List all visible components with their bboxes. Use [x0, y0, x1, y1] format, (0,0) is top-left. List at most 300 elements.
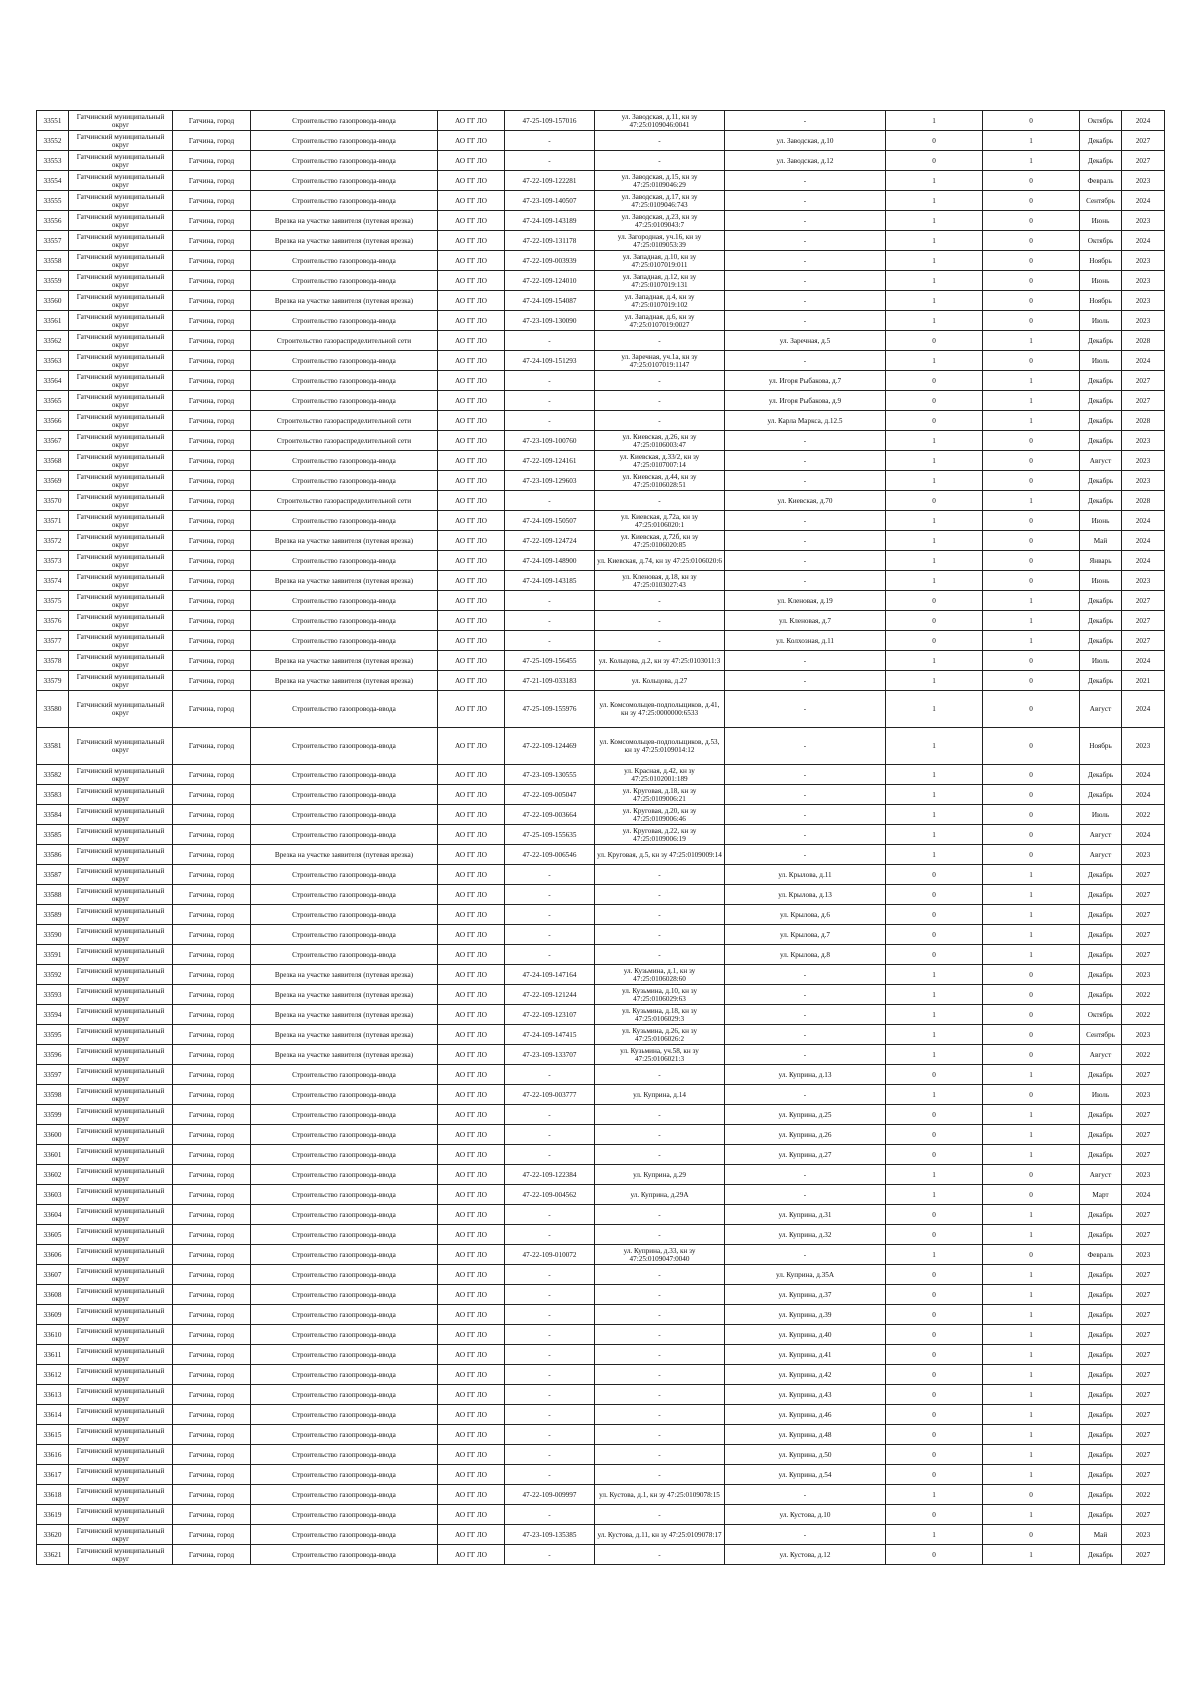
cell-month: Декабрь [1080, 1225, 1122, 1245]
cell-organization: АО ГГ ЛО [438, 1085, 505, 1105]
cell-work-type: Строительство газопровода-ввода [251, 1145, 438, 1165]
cell-settlement: Гатчина, город [173, 1425, 251, 1445]
cell-year: 2027 [1122, 1285, 1165, 1305]
cell-object-address: ул. Куприна, д.31 [725, 1205, 886, 1225]
cell-applicant-address: ул. Комсомольцев-подпольщиков, д.53, кн зу 47:25:0109014:12 [595, 728, 725, 765]
table-row [37, 1025, 1165, 1045]
cell-work-type: Строительство газопровода-ввода [251, 1105, 438, 1125]
cell-month: Июнь [1080, 511, 1122, 531]
cell-year: 2027 [1122, 1265, 1165, 1285]
cell-settlement: Гатчина, город [173, 985, 251, 1005]
cell-organization: АО ГГ ЛО [438, 251, 505, 271]
cell-municipality: Гатчинский муниципальный округ [69, 728, 173, 765]
cell-applicant-address: - [595, 1265, 725, 1285]
cell-count-connected: 1 [886, 551, 983, 571]
cell-count-connected: 1 [886, 1025, 983, 1045]
table-row [37, 591, 1165, 611]
cell-municipality: Гатчинский муниципальный округ [69, 271, 173, 291]
cell-month: Декабрь [1080, 611, 1122, 631]
cell-object-address: - [725, 1025, 886, 1045]
cell-settlement: Гатчина, город [173, 765, 251, 785]
cell-organization: АО ГГ ЛО [438, 1425, 505, 1445]
cell-work-type: Врезка на участке заявителя (путевая врезка) [251, 231, 438, 251]
cell-month: Декабрь [1080, 1305, 1122, 1325]
cell-municipality: Гатчинский муниципальный округ [69, 1345, 173, 1365]
cell-count-connected: 1 [886, 291, 983, 311]
cell-application-number: - [505, 1205, 595, 1225]
cell-count-connected: 1 [886, 965, 983, 985]
cell-year: 2027 [1122, 905, 1165, 925]
cell-count-planned: 1 [983, 1445, 1080, 1465]
cell-object-address: ул. Куприна, д.25 [725, 1105, 886, 1125]
cell-municipality: Гатчинский муниципальный округ [69, 1265, 173, 1285]
cell-municipality: Гатчинский муниципальный округ [69, 1245, 173, 1265]
cell-count-connected: 1 [886, 531, 983, 551]
cell-organization: АО ГГ ЛО [438, 1245, 505, 1265]
table-row [37, 451, 1165, 471]
cell-object-address: ул. Куприна, д.50 [725, 1445, 886, 1465]
cell-year: 2024 [1122, 531, 1165, 551]
cell-work-type: Строительство газопровода-ввода [251, 1165, 438, 1185]
cell-applicant-address: - [595, 1545, 725, 1565]
cell-count-connected: 1 [886, 1165, 983, 1185]
cell-row-number: 33612 [37, 1365, 69, 1385]
cell-organization: АО ГГ ЛО [438, 551, 505, 571]
table-row [37, 1205, 1165, 1225]
cell-count-planned: 0 [983, 471, 1080, 491]
cell-settlement: Гатчина, город [173, 1525, 251, 1545]
cell-work-type: Строительство газопровода-ввода [251, 1345, 438, 1365]
cell-organization: АО ГГ ЛО [438, 1145, 505, 1165]
cell-count-planned: 1 [983, 1125, 1080, 1145]
cell-month: Май [1080, 531, 1122, 551]
cell-year: 2023 [1122, 571, 1165, 591]
cell-work-type: Строительство газопровода-ввода [251, 1325, 438, 1345]
cell-count-planned: 0 [983, 1245, 1080, 1265]
cell-settlement: Гатчина, город [173, 271, 251, 291]
cell-settlement: Гатчина, город [173, 945, 251, 965]
cell-year: 2027 [1122, 631, 1165, 651]
cell-settlement: Гатчина, город [173, 1045, 251, 1065]
cell-row-number: 33607 [37, 1265, 69, 1285]
cell-municipality: Гатчинский муниципальный округ [69, 131, 173, 151]
cell-applicant-address: ул. Западная, д.12, кн зу 47:25:0107019:131 [595, 271, 725, 291]
cell-year: 2027 [1122, 1125, 1165, 1145]
cell-month: Декабрь [1080, 925, 1122, 945]
cell-settlement: Гатчина, город [173, 211, 251, 231]
cell-municipality: Гатчинский муниципальный округ [69, 1145, 173, 1165]
cell-organization: АО ГГ ЛО [438, 1545, 505, 1565]
cell-application-number: 47-22-109-122281 [505, 171, 595, 191]
cell-object-address: ул. Куприна, д.42 [725, 1365, 886, 1385]
cell-applicant-address: - [595, 1385, 725, 1405]
table-row [37, 925, 1165, 945]
cell-work-type: Строительство газопровода-ввода [251, 1245, 438, 1265]
cell-object-address: ул. Куприна, д.27 [725, 1145, 886, 1165]
cell-settlement: Гатчина, город [173, 1325, 251, 1345]
cell-count-connected: 1 [886, 1045, 983, 1065]
cell-month: Август [1080, 451, 1122, 471]
cell-year: 2023 [1122, 1085, 1165, 1105]
table-row [37, 151, 1165, 171]
cell-organization: АО ГГ ЛО [438, 1505, 505, 1525]
cell-count-connected: 1 [886, 671, 983, 691]
cell-application-number: 47-22-109-124161 [505, 451, 595, 471]
cell-month: Февраль [1080, 1245, 1122, 1265]
cell-settlement: Гатчина, город [173, 151, 251, 171]
cell-applicant-address: - [595, 1305, 725, 1325]
cell-application-number: 47-22-109-006546 [505, 845, 595, 865]
cell-application-number: 47-24-109-147415 [505, 1025, 595, 1045]
cell-count-planned: 1 [983, 1425, 1080, 1445]
cell-settlement: Гатчина, город [173, 191, 251, 211]
cell-settlement: Гатчина, город [173, 1405, 251, 1425]
cell-organization: АО ГГ ЛО [438, 1445, 505, 1465]
cell-municipality: Гатчинский муниципальный округ [69, 1225, 173, 1245]
cell-month: Декабрь [1080, 1445, 1122, 1465]
cell-applicant-address: - [595, 925, 725, 945]
cell-month: Июнь [1080, 211, 1122, 231]
cell-year: 2028 [1122, 491, 1165, 511]
cell-count-connected: 1 [886, 765, 983, 785]
cell-month: Декабрь [1080, 785, 1122, 805]
cell-row-number: 33589 [37, 905, 69, 925]
cell-organization: АО ГГ ЛО [438, 785, 505, 805]
cell-work-type: Строительство газопровода-ввода [251, 1185, 438, 1205]
cell-year: 2022 [1122, 805, 1165, 825]
cell-year: 2027 [1122, 1325, 1165, 1345]
cell-municipality: Гатчинский муниципальный округ [69, 1305, 173, 1325]
cell-applicant-address: ул. Кузьмина, д.1, кн зу 47:25:0106028:60 [595, 965, 725, 985]
cell-application-number: 47-22-109-122384 [505, 1165, 595, 1185]
cell-count-planned: 0 [983, 785, 1080, 805]
cell-year: 2023 [1122, 1025, 1165, 1045]
cell-applicant-address: - [595, 591, 725, 611]
cell-object-address: ул. Крылова, д.6 [725, 905, 886, 925]
cell-row-number: 33552 [37, 131, 69, 151]
cell-settlement: Гатчина, город [173, 785, 251, 805]
cell-application-number: 47-22-109-009997 [505, 1485, 595, 1505]
cell-object-address: - [725, 351, 886, 371]
cell-settlement: Гатчина, город [173, 1245, 251, 1265]
cell-applicant-address: ул. Куприна, д.29 [595, 1165, 725, 1185]
table-row [37, 191, 1165, 211]
cell-application-number: 47-23-109-100760 [505, 431, 595, 451]
table-row [37, 1185, 1165, 1205]
cell-count-planned: 1 [983, 1345, 1080, 1365]
cell-application-number: 47-24-109-151293 [505, 351, 595, 371]
cell-municipality: Гатчинский муниципальный округ [69, 691, 173, 728]
cell-object-address: ул. Игоря Рыбакова, д.7 [725, 371, 886, 391]
cell-object-address: ул. Крылова, д.11 [725, 865, 886, 885]
table-row [37, 865, 1165, 885]
cell-applicant-address: ул. Круговая, д.22, кн зу 47:25:0109006:19 [595, 825, 725, 845]
cell-count-planned: 0 [983, 1025, 1080, 1045]
cell-settlement: Гатчина, город [173, 511, 251, 531]
cell-settlement: Гатчина, город [173, 1225, 251, 1245]
cell-work-type: Строительство газопровода-ввода [251, 1305, 438, 1325]
cell-applicant-address: ул. Киевская, д.26, кн зу 47:25:0106003:47 [595, 431, 725, 451]
cell-applicant-address: ул. Кустова, д.11, кн зу 47:25:0109078:17 [595, 1525, 725, 1545]
cell-work-type: Строительство газопровода-ввода [251, 785, 438, 805]
cell-row-number: 33586 [37, 845, 69, 865]
cell-row-number: 33562 [37, 331, 69, 351]
cell-year: 2027 [1122, 611, 1165, 631]
cell-month: Ноябрь [1080, 728, 1122, 765]
cell-application-number: - [505, 131, 595, 151]
cell-count-connected: 0 [886, 411, 983, 431]
cell-object-address: ул. Игоря Рыбакова, д.9 [725, 391, 886, 411]
cell-municipality: Гатчинский муниципальный округ [69, 845, 173, 865]
cell-municipality: Гатчинский муниципальный округ [69, 571, 173, 591]
cell-work-type: Строительство газопровода-ввода [251, 1065, 438, 1085]
cell-year: 2024 [1122, 191, 1165, 211]
cell-settlement: Гатчина, город [173, 111, 251, 131]
cell-work-type: Строительство газораспределительной сети [251, 431, 438, 451]
cell-application-number: - [505, 1065, 595, 1085]
cell-municipality: Гатчинский муниципальный округ [69, 211, 173, 231]
cell-organization: АО ГГ ЛО [438, 865, 505, 885]
cell-object-address: ул. Кленовая, д.19 [725, 591, 886, 611]
cell-municipality: Гатчинский муниципальный округ [69, 391, 173, 411]
cell-organization: АО ГГ ЛО [438, 291, 505, 311]
cell-application-number: 47-24-109-147164 [505, 965, 595, 985]
cell-object-address: - [725, 825, 886, 845]
cell-count-connected: 0 [886, 865, 983, 885]
table-row [37, 845, 1165, 865]
cell-application-number: - [505, 1505, 595, 1525]
cell-count-planned: 1 [983, 411, 1080, 431]
cell-month: Январь [1080, 551, 1122, 571]
cell-count-connected: 0 [886, 591, 983, 611]
cell-month: Декабрь [1080, 1105, 1122, 1125]
cell-count-planned: 1 [983, 1365, 1080, 1385]
cell-year: 2024 [1122, 231, 1165, 251]
cell-row-number: 33588 [37, 885, 69, 905]
cell-organization: АО ГГ ЛО [438, 1045, 505, 1065]
cell-organization: АО ГГ ЛО [438, 1265, 505, 1285]
cell-object-address: - [725, 551, 886, 571]
cell-object-address: - [725, 171, 886, 191]
cell-month: Декабрь [1080, 1345, 1122, 1365]
cell-row-number: 33585 [37, 825, 69, 845]
cell-municipality: Гатчинский муниципальный округ [69, 291, 173, 311]
cell-municipality: Гатчинский муниципальный округ [69, 1065, 173, 1085]
cell-work-type: Строительство газопровода-ввода [251, 1545, 438, 1565]
cell-year: 2024 [1122, 785, 1165, 805]
cell-month: Декабрь [1080, 331, 1122, 351]
cell-count-planned: 0 [983, 985, 1080, 1005]
cell-object-address: - [725, 251, 886, 271]
table-row [37, 945, 1165, 965]
cell-year: 2023 [1122, 291, 1165, 311]
cell-work-type: Строительство газопровода-ввода [251, 805, 438, 825]
cell-work-type: Строительство газопровода-ввода [251, 1365, 438, 1385]
cell-row-number: 33576 [37, 611, 69, 631]
cell-count-connected: 0 [886, 1065, 983, 1085]
cell-year: 2022 [1122, 1045, 1165, 1065]
cell-object-address: - [725, 785, 886, 805]
cell-settlement: Гатчина, город [173, 351, 251, 371]
cell-month: Сентябрь [1080, 191, 1122, 211]
cell-work-type: Строительство газопровода-ввода [251, 451, 438, 471]
cell-object-address: - [725, 765, 886, 785]
cell-application-number: 47-23-109-130090 [505, 311, 595, 331]
cell-year: 2027 [1122, 1205, 1165, 1225]
cell-applicant-address: - [595, 1125, 725, 1145]
cell-application-number: 47-24-109-154087 [505, 291, 595, 311]
cell-object-address: - [725, 1525, 886, 1545]
cell-count-planned: 1 [983, 1305, 1080, 1325]
cell-organization: АО ГГ ЛО [438, 151, 505, 171]
cell-organization: АО ГГ ЛО [438, 845, 505, 865]
cell-object-address: - [725, 191, 886, 211]
cell-object-address: - [725, 271, 886, 291]
cell-applicant-address: ул. Заводская, д.11, кн зу 47:25:0109046:0041 [595, 111, 725, 131]
cell-month: Июль [1080, 351, 1122, 371]
cell-settlement: Гатчина, город [173, 671, 251, 691]
cell-row-number: 33604 [37, 1205, 69, 1225]
cell-application-number: 47-22-109-003939 [505, 251, 595, 271]
table-row [37, 311, 1165, 331]
cell-month: Декабрь [1080, 1505, 1122, 1525]
cell-year: 2028 [1122, 331, 1165, 351]
cell-work-type: Строительство газопровода-ввода [251, 391, 438, 411]
cell-row-number: 33563 [37, 351, 69, 371]
cell-object-address: ул. Куприна, д.35А [725, 1265, 886, 1285]
cell-object-address: ул. Куприна, д.40 [725, 1325, 886, 1345]
cell-application-number: 47-22-109-121244 [505, 985, 595, 1005]
cell-application-number: - [505, 331, 595, 351]
cell-count-connected: 1 [886, 691, 983, 728]
cell-applicant-address: ул. Красная, д.42, кн зу 47:25:0102001:189 [595, 765, 725, 785]
cell-row-number: 33572 [37, 531, 69, 551]
cell-row-number: 33584 [37, 805, 69, 825]
cell-count-planned: 0 [983, 351, 1080, 371]
cell-organization: АО ГГ ЛО [438, 1525, 505, 1545]
cell-work-type: Врезка на участке заявителя (путевая врезка) [251, 985, 438, 1005]
cell-organization: АО ГГ ЛО [438, 231, 505, 251]
cell-work-type: Врезка на участке заявителя (путевая врезка) [251, 845, 438, 865]
cell-count-planned: 1 [983, 1065, 1080, 1085]
cell-count-connected: 0 [886, 1125, 983, 1145]
cell-settlement: Гатчина, город [173, 1465, 251, 1485]
cell-applicant-address: ул. Заречная, уч.1а, кн зу 47:25:0107019:1147 [595, 351, 725, 371]
table-row [37, 351, 1165, 371]
cell-count-planned: 0 [983, 511, 1080, 531]
cell-applicant-address: - [595, 131, 725, 151]
cell-month: Декабрь [1080, 1385, 1122, 1405]
cell-applicant-address: ул. Киевская, д.33/2, кн зу 47:25:0107007:14 [595, 451, 725, 471]
cell-object-address: ул. Куприна, д.48 [725, 1425, 886, 1445]
cell-applicant-address: - [595, 1225, 725, 1245]
cell-count-planned: 0 [983, 651, 1080, 671]
cell-row-number: 33610 [37, 1325, 69, 1345]
cell-work-type: Строительство газопровода-ввода [251, 631, 438, 651]
table-row [37, 331, 1165, 351]
cell-application-number: - [505, 925, 595, 945]
cell-count-planned: 0 [983, 291, 1080, 311]
cell-object-address: - [725, 431, 886, 451]
cell-row-number: 33557 [37, 231, 69, 251]
cell-work-type: Строительство газопровода-ввода [251, 151, 438, 171]
cell-municipality: Гатчинский муниципальный округ [69, 1105, 173, 1125]
cell-month: Декабрь [1080, 431, 1122, 451]
cell-count-planned: 0 [983, 451, 1080, 471]
cell-organization: АО ГГ ЛО [438, 1345, 505, 1365]
cell-municipality: Гатчинский муниципальный округ [69, 591, 173, 611]
table-row [37, 371, 1165, 391]
cell-year: 2027 [1122, 1345, 1165, 1365]
cell-applicant-address: ул. Кленовая, д.18, кн зу 47:25:0103027:43 [595, 571, 725, 591]
cell-object-address: ул. Куприна, д.46 [725, 1405, 886, 1425]
cell-settlement: Гатчина, город [173, 471, 251, 491]
cell-year: 2024 [1122, 351, 1165, 371]
cell-object-address: ул. Куприна, д.13 [725, 1065, 886, 1085]
table-row [37, 111, 1165, 131]
cell-work-type: Врезка на участке заявителя (путевая врезка) [251, 291, 438, 311]
cell-applicant-address: ул. Комсомольцев-подпольщиков, д.41, кн зу 47:25:0000000:6533 [595, 691, 725, 728]
cell-work-type: Строительство газопровода-ввода [251, 765, 438, 785]
cell-year: 2027 [1122, 151, 1165, 171]
cell-count-planned: 0 [983, 431, 1080, 451]
cell-application-number: - [505, 1385, 595, 1405]
cell-work-type: Строительство газопровода-ввода [251, 885, 438, 905]
cell-organization: АО ГГ ЛО [438, 1185, 505, 1205]
cell-row-number: 33605 [37, 1225, 69, 1245]
cell-object-address: - [725, 985, 886, 1005]
cell-work-type: Строительство газопровода-ввода [251, 945, 438, 965]
cell-organization: АО ГГ ЛО [438, 1125, 505, 1145]
cell-year: 2023 [1122, 271, 1165, 291]
cell-applicant-address: - [595, 1505, 725, 1525]
cell-count-connected: 1 [886, 211, 983, 231]
cell-count-connected: 0 [886, 391, 983, 411]
cell-applicant-address: - [595, 1285, 725, 1305]
cell-row-number: 33609 [37, 1305, 69, 1325]
cell-count-planned: 0 [983, 1525, 1080, 1545]
cell-work-type: Строительство газопровода-ввода [251, 691, 438, 728]
cell-work-type: Строительство газопровода-ввода [251, 511, 438, 531]
cell-row-number: 33582 [37, 765, 69, 785]
cell-organization: АО ГГ ЛО [438, 765, 505, 785]
cell-year: 2024 [1122, 825, 1165, 845]
cell-settlement: Гатчина, город [173, 1065, 251, 1085]
cell-count-planned: 1 [983, 151, 1080, 171]
cell-month: Декабрь [1080, 1365, 1122, 1385]
cell-count-planned: 0 [983, 251, 1080, 271]
cell-organization: АО ГГ ЛО [438, 451, 505, 471]
cell-organization: АО ГГ ЛО [438, 611, 505, 631]
cell-municipality: Гатчинский муниципальный округ [69, 1125, 173, 1145]
cell-settlement: Гатчина, город [173, 1185, 251, 1205]
table-row [37, 1485, 1165, 1505]
cell-row-number: 33593 [37, 985, 69, 1005]
cell-count-planned: 1 [983, 1265, 1080, 1285]
table-row [37, 651, 1165, 671]
cell-municipality: Гатчинский муниципальный округ [69, 531, 173, 551]
cell-month: Декабрь [1080, 411, 1122, 431]
cell-work-type: Строительство газопровода-ввода [251, 1265, 438, 1285]
cell-year: 2027 [1122, 391, 1165, 411]
cell-settlement: Гатчина, город [173, 331, 251, 351]
cell-row-number: 33571 [37, 511, 69, 531]
cell-organization: АО ГГ ЛО [438, 1385, 505, 1405]
cell-month: Декабрь [1080, 985, 1122, 1005]
cell-month: Август [1080, 1045, 1122, 1065]
cell-count-connected: 1 [886, 985, 983, 1005]
cell-organization: АО ГГ ЛО [438, 1005, 505, 1025]
